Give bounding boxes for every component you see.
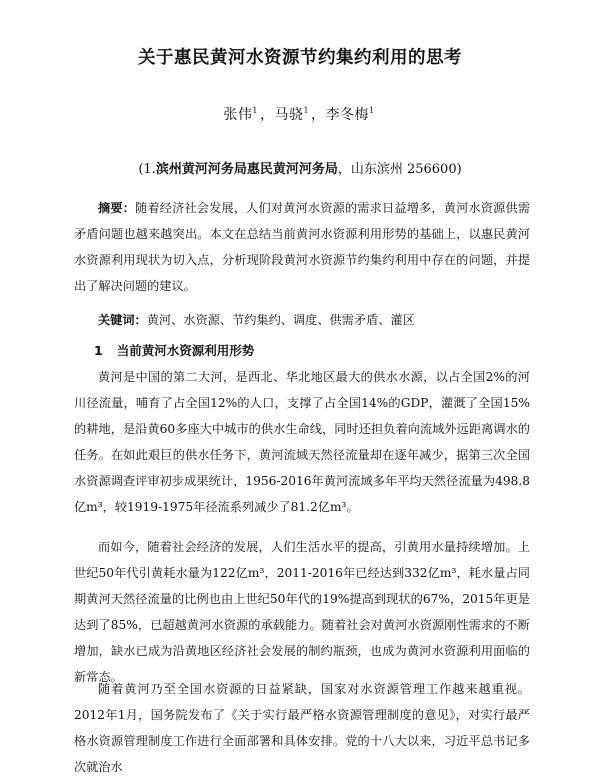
author-name: 张伟 bbox=[223, 107, 253, 123]
section-number: 1 bbox=[94, 343, 103, 358]
author-affiliation-mark: 1 bbox=[369, 106, 375, 116]
keywords-label: 关键词： bbox=[98, 313, 147, 327]
body-paragraph: 黄河是中国的第二大河，是西北、华北地区最大的供水水源，以占全国2%的河川径流量，哺育了占全国12%的人口，支撑了占全国14%的GDP，灌溉了全国15%的耕地，是沿黄60多座大中城市的供水生命线，同时还担负着向流域外远距离调水的任务。在如此艰巨的供水任务下，黄河流域天然径流量却在逐年减少，据第三次全国水资源调查评审初步成果统计，1956-2016年黄河流域多年平均天然径流量为498.8亿m³，较1919-1975年径流系列减少了81.2亿m³。 bbox=[74, 370, 530, 514]
body-paragraph: 而如今，随着社会经济的发展，人们生活水平的提高，引黄用水量持续增加。上世纪50年代引黄耗水量为122亿m³，2011-2016年已经达到332亿m³，耗水量占同期黄河天然径流量的比例也由上世纪50年代的19%提高到现状的67%，2015年更是达到了85%，已超越黄河水资源的承载能力。随着社会对黄河水资源刚性需求的不断增加，缺水已成为沿黄地区经济社会发展的制约瓶颈，也成为黄河水资源利用面临的新常态。 bbox=[74, 540, 530, 684]
author-name: 李冬梅 bbox=[325, 107, 370, 123]
keywords-text: 黄河、水资源、节约集约、调度、供需矛盾、灌区 bbox=[146, 313, 415, 327]
affiliation bbox=[0, 158, 600, 177]
affiliation-prefix: (1. bbox=[138, 162, 156, 177]
affiliation-org: 滨州黄河河务局惠民黄河河务局 bbox=[155, 162, 338, 177]
author-list bbox=[0, 104, 600, 124]
section-heading bbox=[94, 338, 254, 364]
affiliation-location: ，山东滨州 256600) bbox=[337, 162, 462, 177]
paper-title: 关于惠民黄河水资源节约集约利用的思考 bbox=[138, 48, 462, 68]
body-paragraph: 随着黄河乃至全国水资源的日益紧缺，国家对水资源管理工作越来越重视。2012年1月，国务院发布了《关于实行最严格水资源管理制度的意见》，对实行最严格水资源管理制度工作进行全面部署和具体安排。党的十八大以来，习近平总书记多次就治水 bbox=[74, 682, 530, 774]
author-separator: ， bbox=[259, 107, 275, 123]
section-title: 当前黄河水资源利用形势 bbox=[116, 343, 255, 358]
abstract-label: 摘要： bbox=[98, 201, 136, 215]
keywords bbox=[74, 307, 530, 333]
abstract-text: 随着经济社会发展，人们对黄河水资源的需求日益增多，黄河水资源供需矛盾问题也越来越突出。本文在总结当前黄河水资源利用形势的基础上，以惠民黄河水资源利用现状为切入点，分析现阶段黄河水资源节约集约利用中存在的问题，并提出了解决问题的建议。 bbox=[74, 201, 531, 293]
author-separator: ， bbox=[311, 107, 326, 123]
abstract bbox=[74, 195, 530, 299]
author-affiliation-mark: 1 bbox=[252, 106, 258, 116]
author-name: 马骁 bbox=[274, 107, 304, 123]
author-affiliation-mark: 1 bbox=[303, 106, 310, 116]
